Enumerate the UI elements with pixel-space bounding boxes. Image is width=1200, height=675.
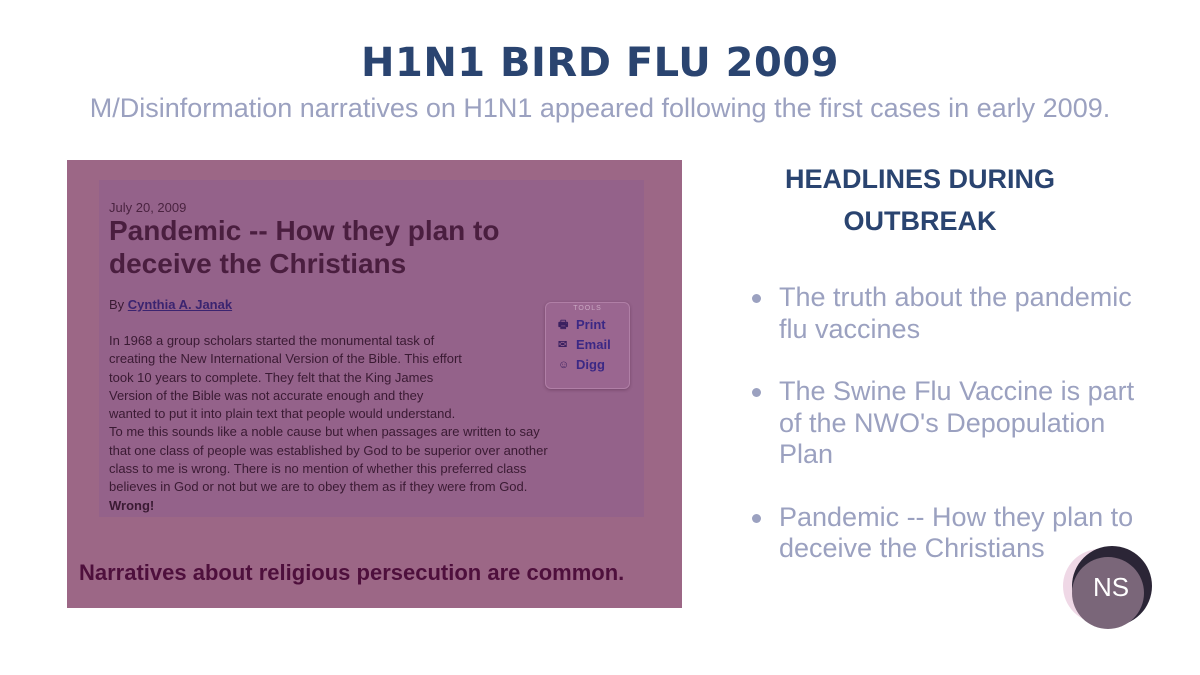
bullet-icon bbox=[752, 514, 761, 523]
body-line: wanted to put it into plain text that people would understand. bbox=[109, 406, 456, 422]
tools-box bbox=[545, 302, 630, 389]
body-line: took 10 years to complete. They felt that the King James bbox=[109, 369, 434, 385]
list-item bbox=[752, 376, 1142, 471]
body-line: class to me is wrong. There is no mention of whether this preferred class bbox=[109, 461, 527, 477]
article-screenshot-panel bbox=[67, 160, 682, 608]
article-headline: Pandemic -- How they plan to deceive the Christians bbox=[109, 215, 500, 279]
digg-link[interactable] bbox=[558, 357, 605, 372]
body-line: creating the New International Version of the Bible. This effort bbox=[109, 351, 462, 367]
ns-logo bbox=[1062, 540, 1162, 632]
headlines-title-line2: OUTBREAK bbox=[843, 206, 997, 236]
printer-icon: 🖶 bbox=[558, 318, 569, 331]
email-label: Email bbox=[576, 337, 611, 352]
digg-label: Digg bbox=[576, 357, 605, 372]
slide-subtitle: M/Disinformation narratives on H1N1 appeared following the first cases in early 2009. bbox=[89, 93, 1111, 123]
headline-text: The Swine Flu Vaccine is part of the NWO's Depopulation Plan bbox=[779, 376, 1135, 469]
tools-title: TOOLS bbox=[573, 305, 602, 312]
article-date: July 20, 2009 bbox=[109, 200, 187, 215]
body-line: Version of the Bible was not accurate enough and they bbox=[109, 387, 424, 403]
body-end: Wrong! bbox=[109, 497, 155, 513]
list-item bbox=[752, 282, 1142, 345]
article-byline bbox=[109, 297, 232, 312]
article-card bbox=[99, 180, 644, 517]
print-label: Print bbox=[576, 317, 606, 332]
panel-caption: Narratives about religious persecution are common. bbox=[79, 560, 625, 585]
body-line: To me this sounds like a noble cause but when passages are written to say bbox=[109, 424, 540, 440]
headlines-title bbox=[740, 158, 1100, 242]
email-link[interactable] bbox=[558, 337, 611, 352]
envelope-icon: ✉ bbox=[558, 338, 568, 351]
logo-text: NS bbox=[1092, 572, 1130, 602]
digg-icon: ☺ bbox=[558, 358, 570, 371]
headline-text: The truth about the pandemic flu vaccines bbox=[779, 282, 1132, 344]
author-link[interactable]: Cynthia A. Janak bbox=[127, 297, 233, 312]
headline-text: Pandemic -- How they plan to deceive the Christians bbox=[779, 501, 1134, 563]
byline-prefix: By bbox=[109, 297, 125, 312]
bullet-icon bbox=[752, 388, 761, 397]
body-line: that one class of people was established by God to be superior over another bbox=[109, 442, 548, 458]
headlines-title-line1: HEADLINES DURING bbox=[784, 164, 1055, 194]
body-line: believes in God or not but we are to obey them as if they were from God. bbox=[109, 479, 528, 495]
body-line: In 1968 a group scholars started the monumental task of bbox=[109, 333, 435, 348]
slide-title: H1N1 BIRD FLU 2009 bbox=[361, 40, 839, 86]
bullet-icon bbox=[752, 294, 761, 303]
print-link[interactable] bbox=[558, 317, 606, 332]
